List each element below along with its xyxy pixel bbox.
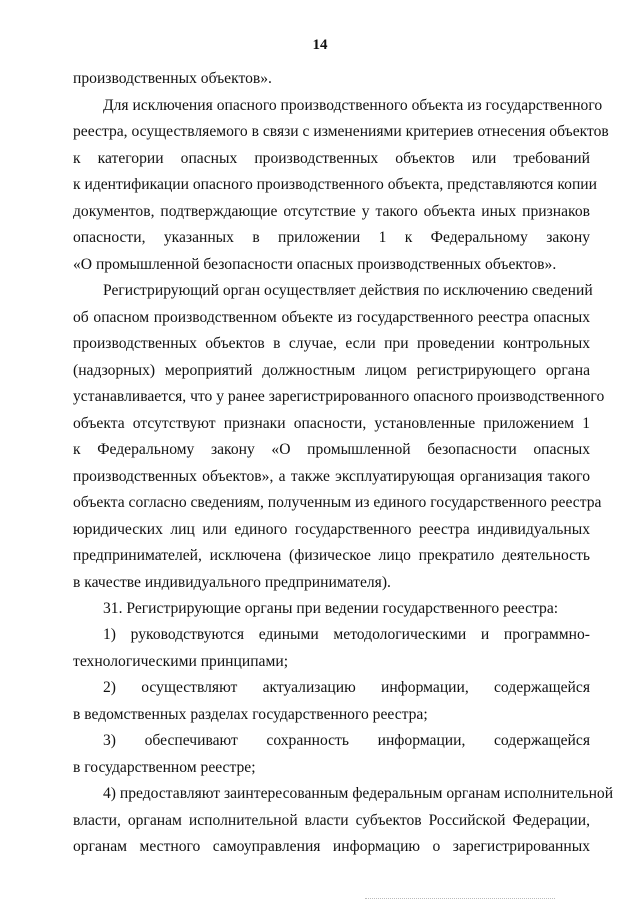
text-line: технологическими принципами; [73,653,289,670]
text-line: юридических лиц или единого государственного реестра индивидуальных [73,521,590,538]
text-line: реестра, осуществляемого в связи с изменениями критериев отнесения объектов [73,123,609,140]
paragraph-start-line: 31. Регистрирующие органы при ведении государственного реестра: [103,600,559,617]
list-item-1-line: 1) руководствуются едиными методологическими и программно- [103,626,590,643]
text-line: об опасном производственном объекте из государственного реестра опасных [73,309,590,326]
list-item-4-line: 4) предоставляют заинтересованным федеральным органам исполнительной [103,785,614,802]
text-line: к идентификации опасного производственного объекта, представляются копии [73,176,597,193]
text-line: к Федеральному закону «О промышленной безопасности опасных [73,441,590,458]
text-line: опасности, указанных в приложении 1 к Федеральному закону [73,229,590,246]
paragraph-start-line: Для исключения опасного производственного объекта из государственного [103,97,603,114]
text-line: документов, подтверждающие отсутствие у такого объекта иных признаков [73,203,590,220]
text-line: органам местного самоуправления информацию о зарегистрированных [73,838,590,855]
text-line: производственных объектов». [73,70,272,87]
list-item-2-line: 2) осуществляют актуализацию информации, содержащейся [103,679,590,696]
text-line: в государственном реестре; [73,759,256,776]
scan-artifact [365,898,555,902]
text-line: объекта отсутствуют признаки опасности, установленные приложением 1 [73,415,590,432]
text-line: в ведомственных разделах государственного реестра; [73,706,428,723]
page-number: 14 [312,37,328,53]
text-line: (надзорных) мероприятий должностным лицом регистрирующего органа [73,362,590,379]
text-line: предпринимателей, исключена (физическое лицо прекратило деятельность [73,547,590,564]
paragraph-start-line: Регистрирующий орган осуществляет действия по исключению сведений [103,282,593,299]
text-line: в качестве индивидуального предпринимателя). [73,574,391,591]
text-line: производственных объектов», а также эксплуатирующая организация такого [73,468,590,485]
text-line: производственных объектов в случае, если при проведении контрольных [73,335,590,352]
text-line: к категории опасных производственных объектов или требований [73,150,590,167]
text-line: устанавливается, что у ранее зарегистрированного опасного производственного [73,388,605,405]
list-item-3-line: 3) обеспечивают сохранность информации, содержащейся [103,732,590,749]
text-line: власти, органам исполнительной власти субъектов Российской Федерации, [73,812,590,829]
text-line: объекта согласно сведениям, полученным из единого государственного реестра [73,494,602,511]
text-line: «О промышленной безопасности опасных производственных объектов». [73,256,557,273]
